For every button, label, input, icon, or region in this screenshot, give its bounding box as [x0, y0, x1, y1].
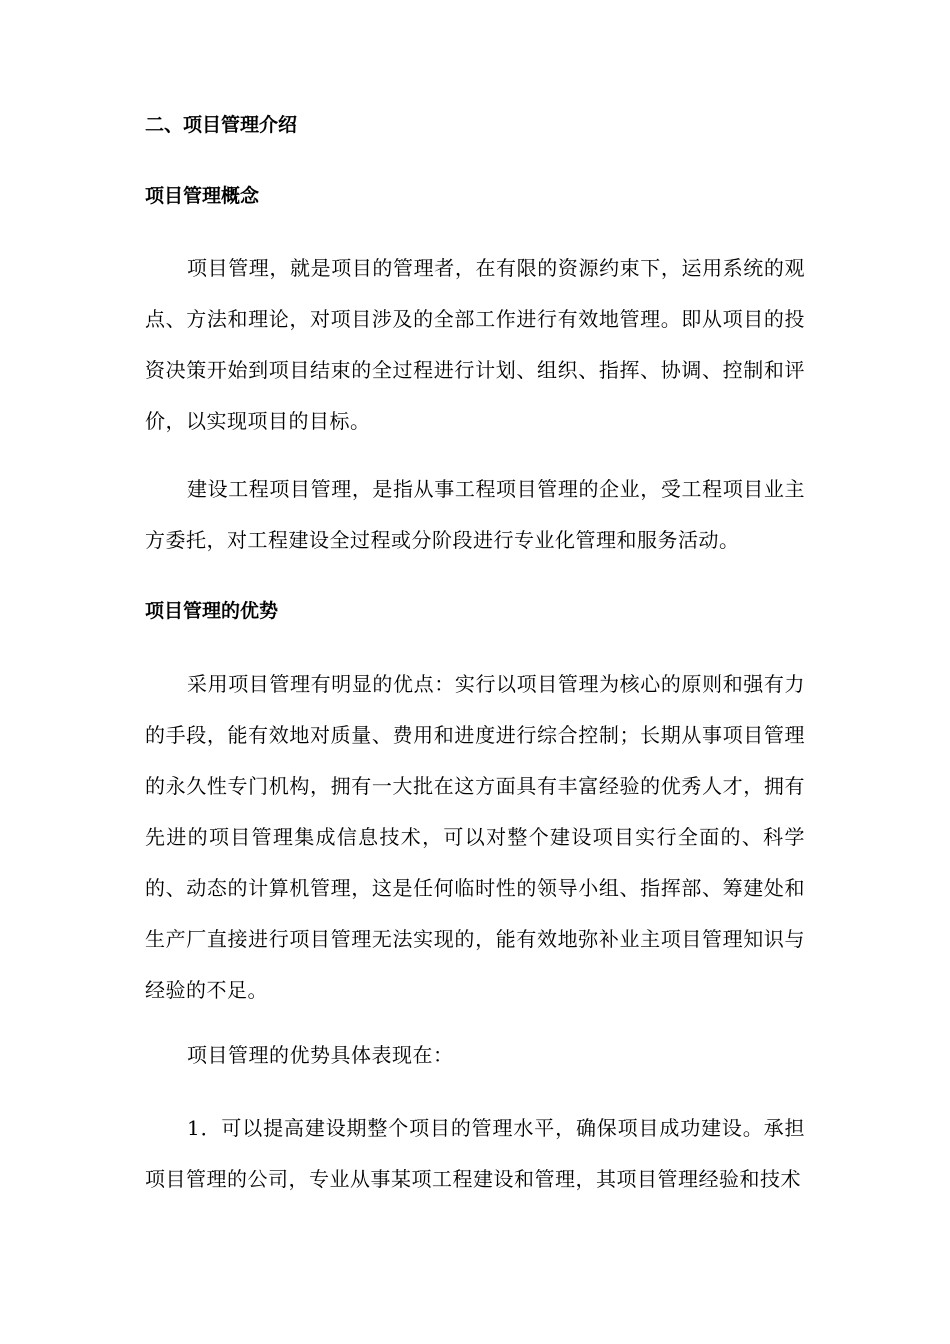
advantage-paragraph-1: 采用项目管理有明显的优点：实行以项目管理为核心的原则和强有力的手段，能有效地对质量、费用和进度进行综合控制；长期从事项目管理的永久性专门机构，拥有一大批在这方面具有丰富经验的优秀人才，拥有先进的项目管理集成信息技术，可以对整个建设项目实行全面的、科学的、动态的计算机管理，这是任何临时性的领导小组、指挥部、筹建处和生产厂直接进行项目管理无法实现的，能有效地弥补业主项目管理知识与经验的不足。: [145, 672, 805, 1002]
advantage-heading: 项目管理的优势: [145, 600, 279, 622]
concept-paragraph-2: 建设工程项目管理，是指从事工程项目管理的企业，受工程项目业主方委托，对工程建设全过程或分阶段进行专业化管理和服务活动。: [145, 477, 805, 552]
concept-heading: 项目管理概念: [145, 185, 260, 207]
advantage-paragraph-2: 项目管理的优势具体表现在：: [187, 1043, 454, 1067]
section-title: 二、项目管理介绍: [145, 114, 298, 136]
advantage-paragraph-3: 1．可以提高建设期整个项目的管理水平，确保项目成功建设。承担项目管理的公司，专业从事某项工程建设和管理，其项目管理经验和技术: [145, 1116, 805, 1191]
concept-paragraph-1: 项目管理，就是项目的管理者，在有限的资源约束下，运用系统的观点、方法和理论，对项目涉及的全部工作进行有效地管理。即从项目的投资决策开始到项目结束的全过程进行计划、组织、指挥、协调、控制和评价，以实现项目的目标。: [145, 256, 805, 433]
